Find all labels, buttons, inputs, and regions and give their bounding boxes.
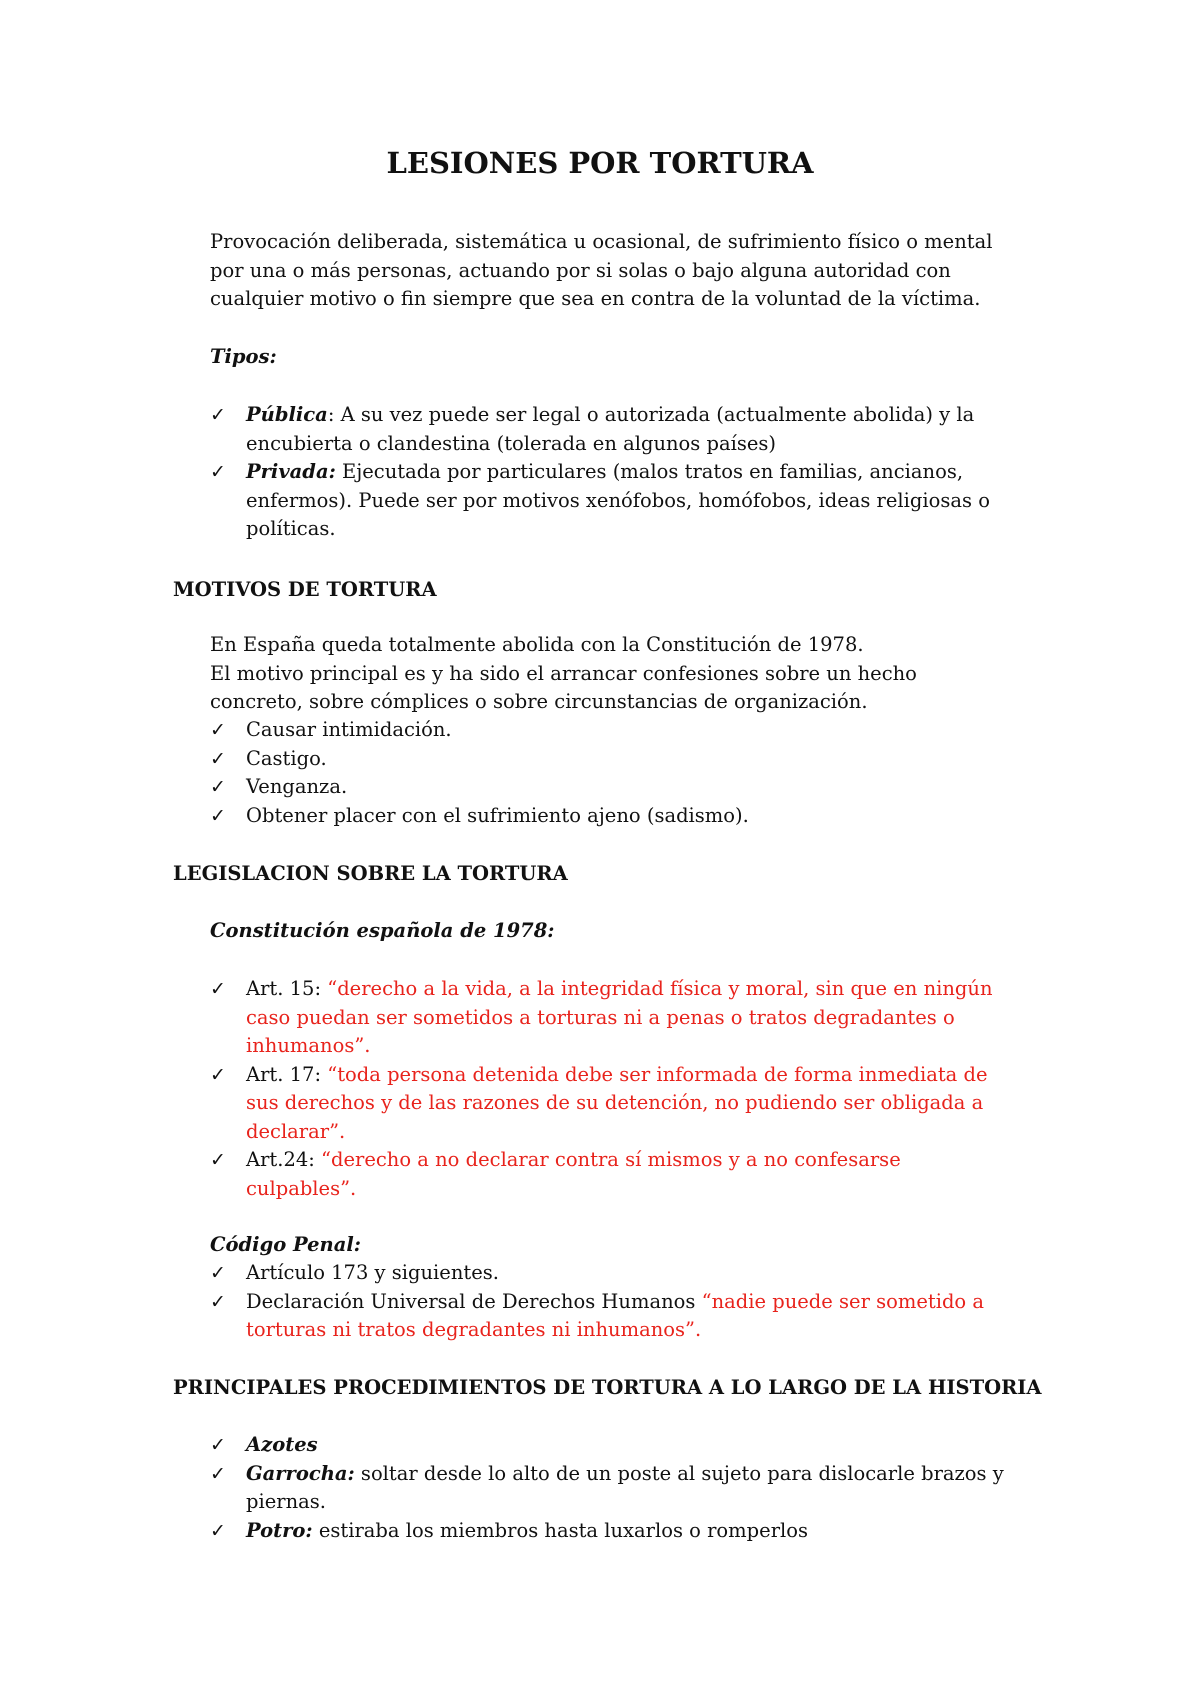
check-icon: ✓ xyxy=(210,747,226,770)
item-quote: caso puedan ser sometidos a torturas ni a penas o tratos degradantes o xyxy=(246,1005,955,1029)
check-icon: ✓ xyxy=(210,776,226,798)
item-text: encubierta o clandestina (tolerada en algunos países) xyxy=(246,431,777,455)
page-title: LESIONES POR TORTURA xyxy=(386,146,814,180)
section-heading: MOTIVOS DE TORTURA xyxy=(173,578,437,601)
procedimientos-list xyxy=(210,1431,1060,1545)
list-item xyxy=(210,1146,1060,1203)
list-item xyxy=(210,401,1060,458)
check-icon: ✓ xyxy=(210,1149,226,1171)
item-prefix: Art.24: xyxy=(246,1148,322,1171)
item-text: : A su vez puede ser legal o autorizada (actualmente abolida) y la xyxy=(327,403,975,426)
item-quote: “toda persona detenida debe ser informada de forma inmediata de xyxy=(327,1062,988,1086)
list-item xyxy=(210,458,1060,544)
item-text: Venganza. xyxy=(246,775,348,798)
item-quote: “derecho a no declarar contra sí mismos y a no confesarse xyxy=(321,1148,901,1171)
item-text: enfermos). Puede ser por motivos xenófobos, homófobos, ideas religiosas o xyxy=(246,488,990,512)
item-label: Azotes xyxy=(246,1433,318,1456)
motivos-paragraph xyxy=(210,631,917,717)
list-item xyxy=(210,1517,1060,1546)
item-label: Potro: xyxy=(246,1518,313,1542)
list-item xyxy=(210,1431,1060,1460)
intro-paragraph xyxy=(210,228,992,314)
item-prefix: Art. 15: xyxy=(246,977,328,1000)
check-icon: ✓ xyxy=(210,719,226,741)
item-prefix: Declaración Universal de Derechos Humanos xyxy=(246,1289,702,1313)
list-item xyxy=(210,1061,1060,1147)
check-icon: ✓ xyxy=(210,1434,226,1456)
check-icon: ✓ xyxy=(210,804,226,827)
item-text: Castigo. xyxy=(246,746,327,770)
paragraph-line: concreto, sobre cómplices o sobre circunstancias de organización. xyxy=(210,690,868,713)
intro-line: por una o más personas, actuando por si solas o bajo alguna autoridad con xyxy=(210,258,951,282)
item-quote: “derecho a la vida, a la integridad física y moral, sin que en ningún xyxy=(327,977,993,1000)
item-text: piernas. xyxy=(246,1490,326,1513)
item-text: Obtener placer con el sufrimiento ajeno (sadismo). xyxy=(246,803,749,827)
item-text: soltar desde lo alto de un poste al sujeto para dislocarle brazos y xyxy=(354,1461,1004,1485)
section-heading: LEGISLACION SOBRE LA TORTURA xyxy=(173,862,568,885)
item-quote: declarar”. xyxy=(246,1119,346,1143)
tipos-heading: Tipos: xyxy=(210,345,277,368)
check-icon: ✓ xyxy=(210,404,226,426)
item-quote: “nadie puede ser sometido a xyxy=(701,1289,984,1313)
item-quote: inhumanos”. xyxy=(246,1034,371,1057)
item-label: Privada: xyxy=(246,460,336,483)
codigo-list xyxy=(210,1259,1060,1345)
intro-line: Provocación deliberada, sistemática u ocasional, de sufrimiento físico o mental xyxy=(210,230,993,253)
item-text: Ejecutada por particulares (malos tratos en familias, ancianos, xyxy=(335,460,964,483)
list-item xyxy=(210,1259,1060,1288)
check-icon: ✓ xyxy=(210,978,226,1000)
item-text: Artículo 173 y siguientes. xyxy=(246,1261,499,1284)
intro-line: cualquier motivo o fin siempre que sea en contra de la voluntad de la víctima. xyxy=(210,287,981,310)
item-quote: sus derechos y de las razones de su detención, no pudiendo ser obligada a xyxy=(246,1091,984,1114)
item-label: Pública xyxy=(246,403,328,426)
item-label: Garrocha: xyxy=(246,1461,355,1485)
check-icon: ✓ xyxy=(210,461,226,483)
constitucion-list xyxy=(210,975,1060,1203)
motivos-list xyxy=(210,716,1060,830)
list-item xyxy=(210,975,1060,1061)
constitucion-heading: Constitución española de 1978: xyxy=(210,919,555,942)
item-text: políticas. xyxy=(246,517,336,540)
item-text: Causar intimidación. xyxy=(246,718,452,741)
list-item xyxy=(210,773,1060,802)
tipos-list xyxy=(210,401,1060,544)
check-icon: ✓ xyxy=(210,1519,226,1542)
item-quote: torturas ni tratos degradantes ni inhumanos”. xyxy=(246,1318,702,1341)
check-icon: ✓ xyxy=(210,1462,226,1485)
item-quote: culpables”. xyxy=(246,1176,357,1200)
check-icon: ✓ xyxy=(210,1290,226,1313)
paragraph-line: El motivo principal es y ha sido el arrancar confesiones sobre un hecho xyxy=(210,661,917,685)
item-text: estiraba los miembros hasta luxarlos o romperlos xyxy=(312,1518,808,1542)
list-item xyxy=(210,1288,1060,1345)
list-item xyxy=(210,745,1060,774)
list-item xyxy=(210,1460,1060,1517)
check-icon: ✓ xyxy=(210,1262,226,1284)
paragraph-line: En España queda totalmente abolida con la Constitución de 1978. xyxy=(210,633,864,656)
section-heading: PRINCIPALES PROCEDIMIENTOS DE TORTURA A LO LARGO DE LA HISTORIA xyxy=(173,1376,1042,1399)
list-item xyxy=(210,802,1060,831)
list-item xyxy=(210,716,1060,745)
item-prefix: Art. 17: xyxy=(246,1062,328,1086)
codigo-heading: Código Penal: xyxy=(210,1233,361,1256)
check-icon: ✓ xyxy=(210,1063,226,1086)
